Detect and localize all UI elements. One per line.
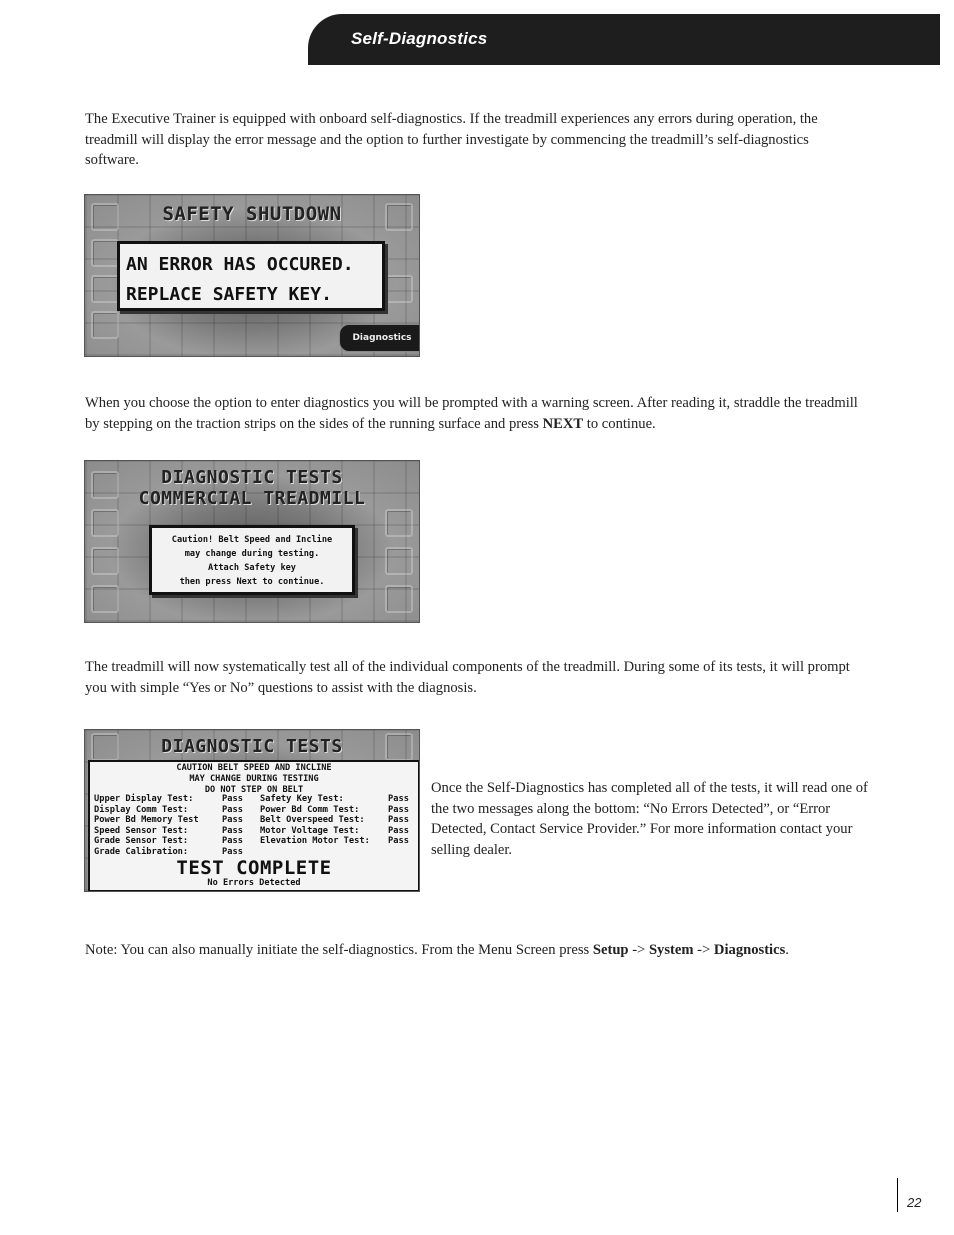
caution-message-box bbox=[149, 525, 355, 595]
diagnostics-entry-paragraph: When you choose the option to enter diagnostics you will be prompted with a warning screen. After reading it, straddle the treadmill by stepping on the traction strips on the sides of the running surface and press NEXT to continue. bbox=[85, 395, 858, 432]
section-header bbox=[308, 14, 940, 65]
system-keyword: System bbox=[648, 942, 694, 958]
page-number-divider bbox=[897, 1178, 898, 1212]
caution-line: Caution! Belt Speed and Incline bbox=[171, 535, 333, 545]
test-results-table bbox=[94, 794, 416, 858]
setup-keyword: Setup bbox=[592, 942, 629, 958]
caution-line: then press Next to continue. bbox=[179, 577, 325, 587]
test-result: Pass bbox=[388, 804, 409, 815]
test-name: Grade Sensor Test: bbox=[94, 836, 189, 847]
table-row bbox=[94, 794, 416, 805]
test-result: Pass bbox=[222, 825, 243, 836]
table-row bbox=[94, 826, 416, 837]
section-title: Self-Diagnostics bbox=[351, 29, 488, 48]
completion-paragraph: Once the Self-Diagnostics has completed all of the tests, it will read one of the two messages along the bottom: “No Errors Detected”, or “Error Detected, Contact Service Provider.” For more information contact your selling dealer. bbox=[431, 780, 868, 858]
error-message-box bbox=[117, 241, 385, 311]
test-result: Pass bbox=[222, 836, 243, 847]
diagnostic-warning-screenshot bbox=[84, 460, 420, 623]
screen-title: SAFETY SHUTDOWN bbox=[162, 203, 342, 225]
test-complete-label: TEST COMPLETE bbox=[176, 857, 332, 879]
caution-line: may change during testing. bbox=[184, 549, 320, 559]
manual-diagnostics-note: Note: You can also manually initiate the self-diagnostics. From the Menu Screen press Setup -> System -> Diagnostics. bbox=[85, 942, 789, 958]
error-line: AN ERROR HAS OCCURED. bbox=[126, 254, 354, 275]
table-row bbox=[94, 836, 416, 847]
instruction-line: REPLACE SAFETY KEY. bbox=[126, 284, 332, 305]
test-result: Pass bbox=[222, 846, 243, 857]
test-name: Belt Overspeed Test: bbox=[260, 815, 365, 826]
diagnostics-keyword: Diagnostics bbox=[713, 942, 786, 958]
screen-title: DIAGNOSTIC TESTS bbox=[161, 736, 343, 757]
test-complete-screenshot bbox=[84, 729, 420, 892]
test-name: Power Bd Memory Test bbox=[94, 815, 199, 826]
screen-subtitle: COMMERCIAL TREADMILL bbox=[138, 488, 366, 509]
test-name: Elevation Motor Test: bbox=[260, 836, 370, 847]
test-result bbox=[388, 847, 416, 858]
caution-line: Attach Safety key bbox=[208, 563, 296, 573]
test-name: Grade Calibration: bbox=[94, 846, 189, 857]
test-result: Pass bbox=[222, 815, 243, 826]
test-results-panel bbox=[88, 760, 420, 892]
test-name: Motor Voltage Test: bbox=[260, 825, 360, 836]
systematic-test-paragraph: The treadmill will now systematically test all of the individual components of the treadmill. During some of its tests, it will prompt you with simple “Yes or No” questions to assist with the diagnosis. bbox=[85, 659, 850, 696]
test-result: Pass bbox=[388, 815, 409, 826]
page-number: 22 bbox=[907, 1195, 922, 1210]
test-name: Power Bd Comm Test: bbox=[260, 804, 360, 815]
test-result: Pass bbox=[388, 825, 409, 836]
test-result: Pass bbox=[222, 804, 243, 815]
test-result: Pass bbox=[388, 836, 409, 847]
caution-line: CAUTION BELT SPEED AND INCLINE bbox=[176, 763, 332, 773]
safety-shutdown-screenshot bbox=[84, 194, 420, 357]
test-result: Pass bbox=[222, 794, 243, 804]
intro-paragraph: The Executive Trainer is equipped with onboard self-diagnostics. If the treadmill experiences any errors during operation, the treadmill will display the error message and the option to further investigate by commencing the treadmill’s self-diagnostics software. bbox=[85, 111, 818, 169]
diagnostics-button[interactable]: Diagnostics bbox=[339, 324, 420, 352]
test-name: Display Comm Test: bbox=[94, 804, 189, 815]
test-result: Pass bbox=[388, 794, 409, 804]
test-name: Speed Sensor Test: bbox=[94, 825, 189, 836]
caution-line: DO NOT STEP ON BELT bbox=[204, 785, 304, 795]
test-name: Safety Key Test: bbox=[260, 794, 344, 804]
next-keyword: NEXT bbox=[542, 415, 584, 432]
table-row bbox=[94, 805, 416, 816]
caution-line: MAY CHANGE DURING TESTING bbox=[189, 774, 319, 784]
screen-title: DIAGNOSTIC TESTS bbox=[161, 467, 343, 488]
test-name bbox=[260, 847, 388, 858]
table-row bbox=[94, 847, 416, 858]
test-name: Upper Display Test: bbox=[94, 794, 194, 804]
status-message: No Errors Detected bbox=[207, 878, 301, 888]
table-row bbox=[94, 815, 416, 826]
